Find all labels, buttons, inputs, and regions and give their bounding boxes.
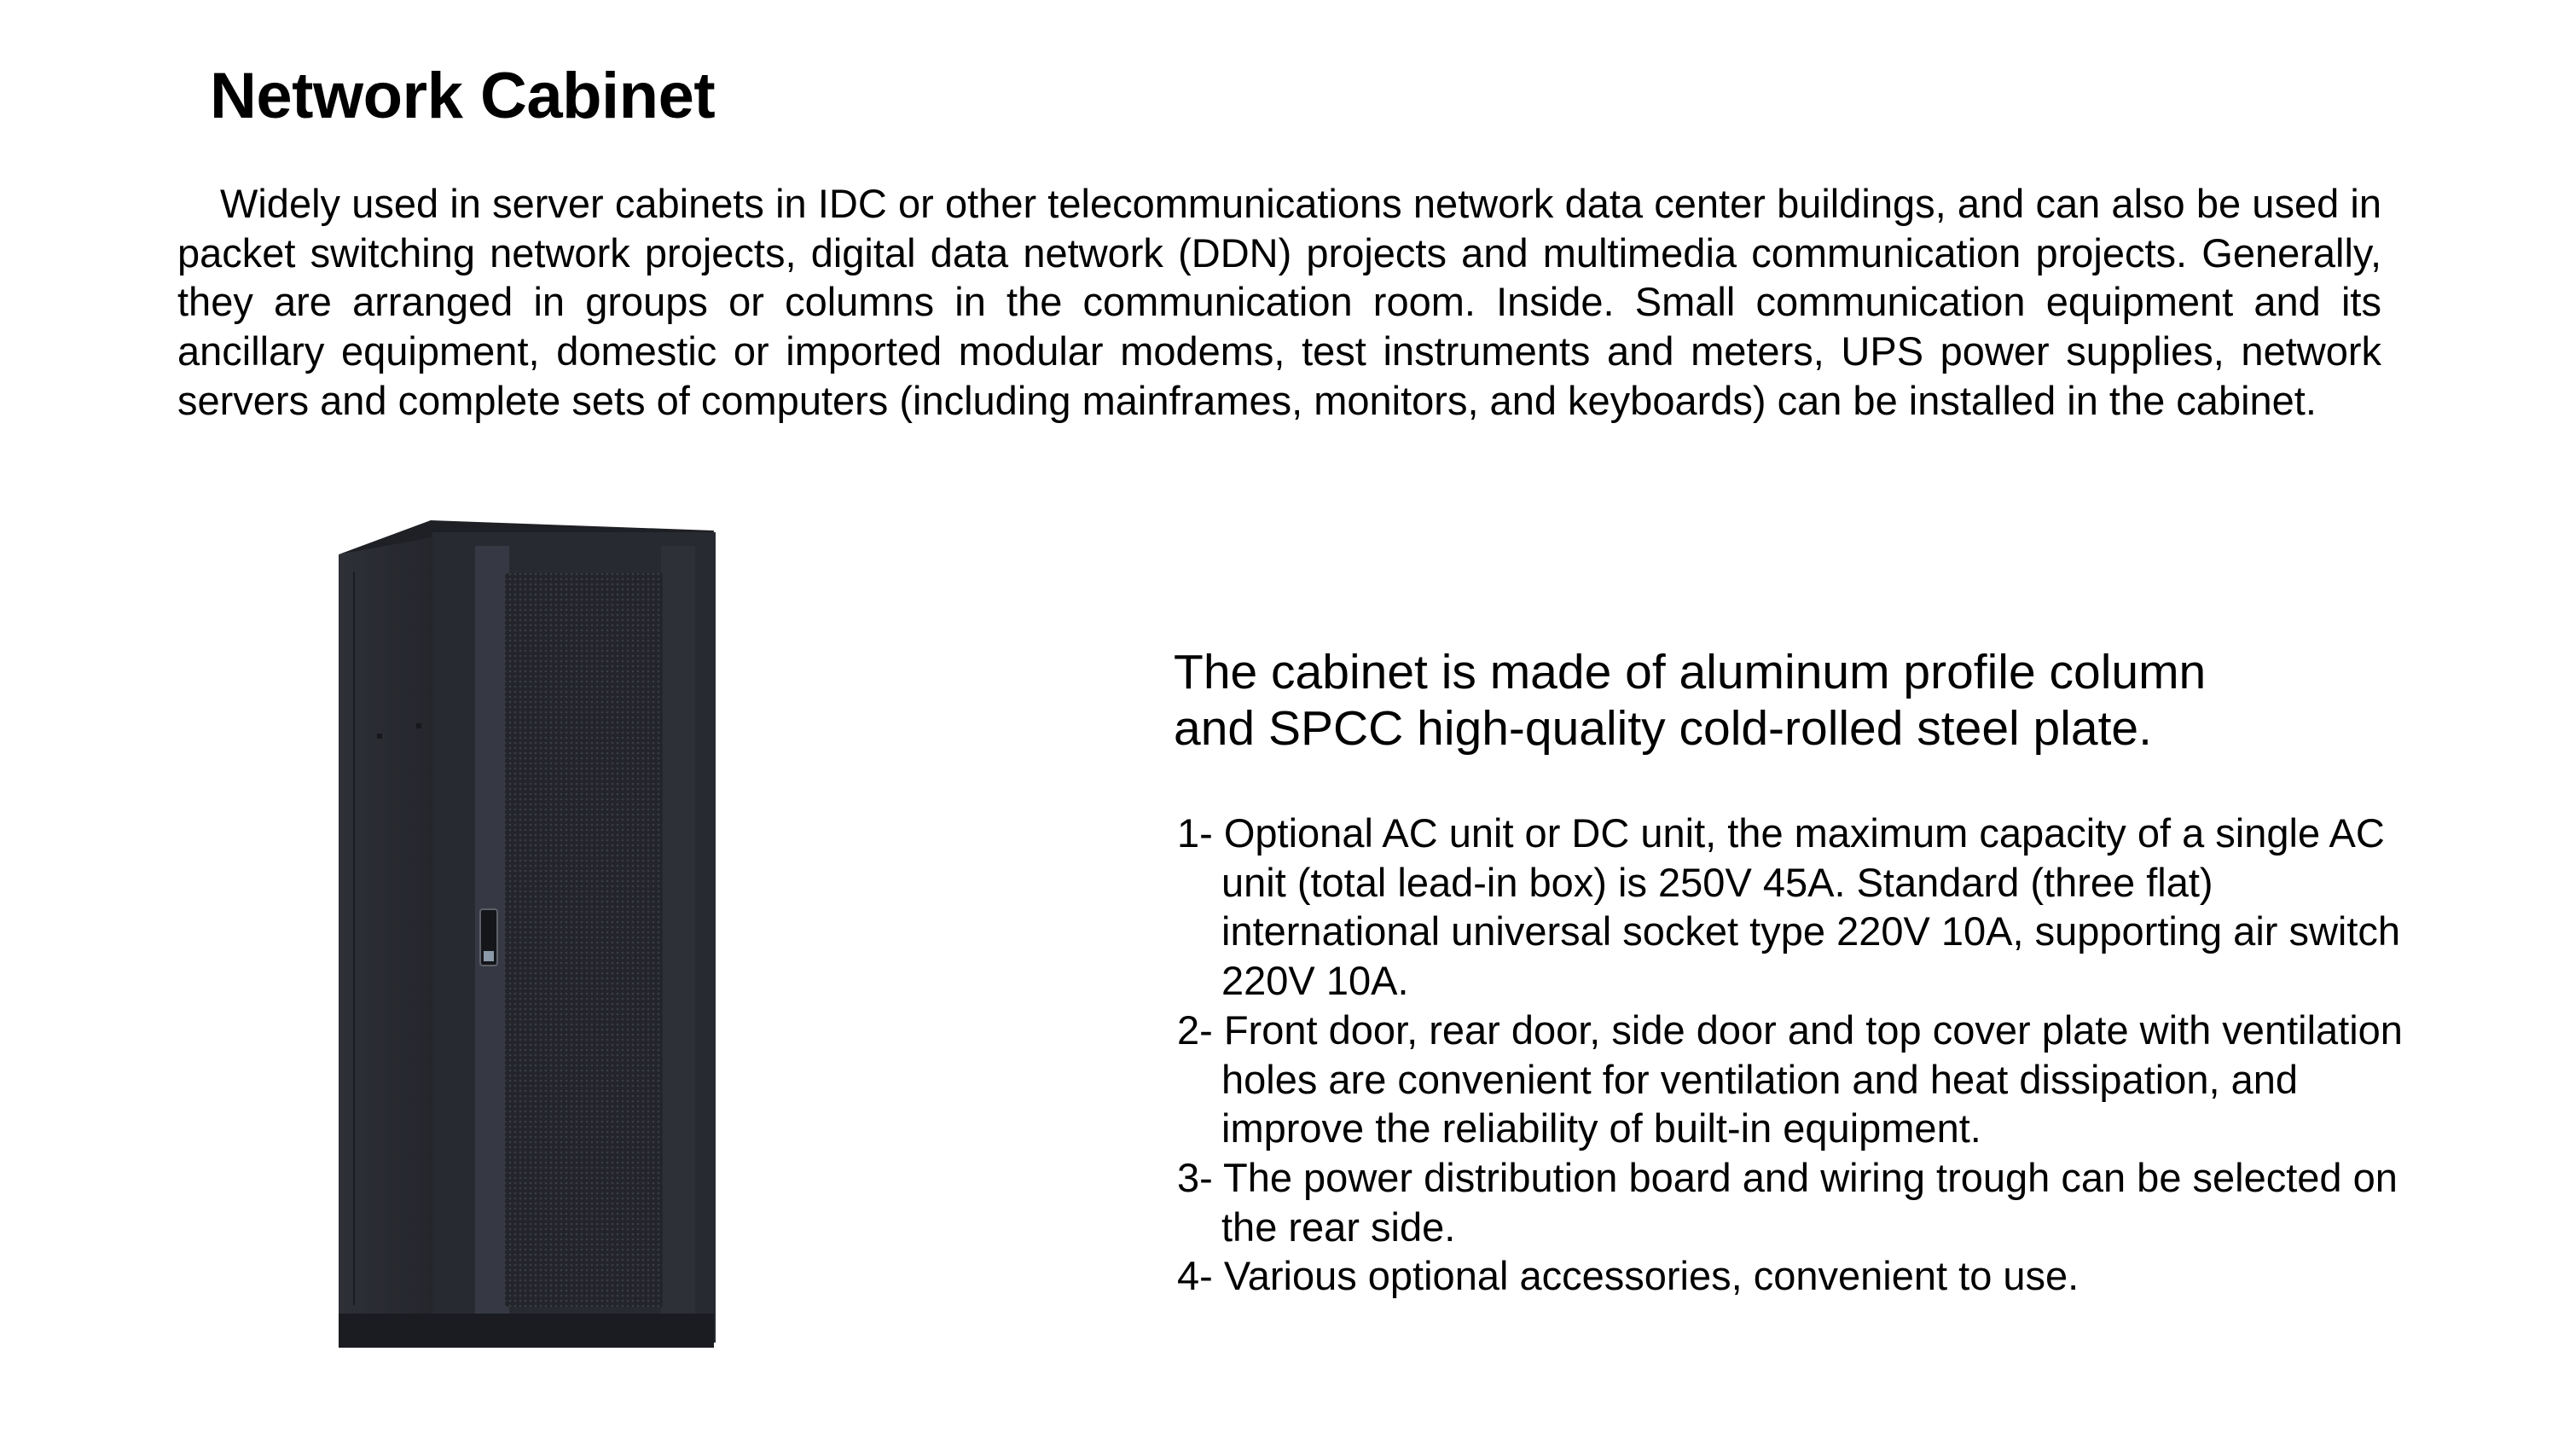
material-heading [1174,644,2368,757]
feature-item: 2- Front door, rear door, side door and top cover plate with ventilation holes are convenient for ventilation and heat dissipation, and improve the reliability of built-in equipment. [1177,1006,2403,1151]
page-title: Network Cabinet [210,60,716,132]
feature-item: 3- The power distribution board and wiring trough can be selected on the rear side. [1177,1154,2398,1250]
cabinet-image [328,520,722,1353]
material-heading-line-1: The cabinet is made of aluminum profile column [1174,645,2207,699]
feature-item: 1- Optional AC unit or DC unit, the maximum capacity of a single AC unit (total lead-in box) is 250V 45A. Standard (three flat) international universal socket type 220V 10A, supporting air switch 220V 10A. [1177,810,2401,1004]
feature-list [1177,809,2439,1301]
feature-item: 4- Various optional accessories, convenient to use. [1177,1253,2079,1299]
material-heading-line-2: and SPCC high-quality cold-rolled steel plate. [1174,701,2152,756]
intro-paragraph: Widely used in server cabinets in IDC or other telecommunications network data center buildings, and can also be used in packet switching network projects, digital data network (DDN) projects and multimedia communication projects. Generally, they are arranged in groups or columns in the communication room. Inside. Small communication equipment and its ancillary equipment, domestic or imported modular modems, test instruments and meters, UPS power supplies, network servers and complete sets of computers (including mainframes, monitors, and keyboards) can be installed in the cabinet. [177,181,2381,423]
